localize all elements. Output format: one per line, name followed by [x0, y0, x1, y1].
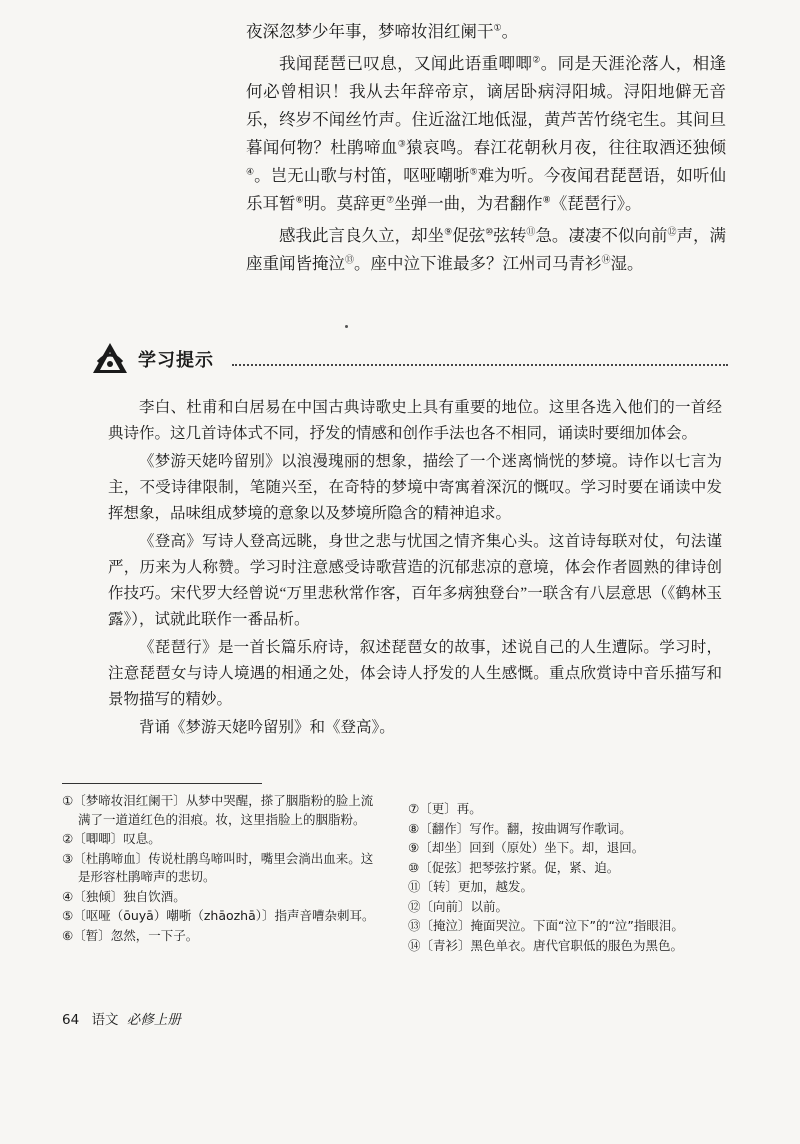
- learning-tips-icon: [90, 340, 130, 376]
- section-header: [90, 340, 730, 380]
- tips-paragraph: 《梦游天姥吟留别》以浪漫瑰丽的想象，描绘了一个迷离惝恍的梦境。诗作以七言为主，不受诗律限制，笔随兴至，在奇特的梦境中寄寓着深沉的慨叹。学习时要在诵读中发挥想象，品味组成梦境的意象以及梦境所隐含的精神追求。: [108, 453, 722, 522]
- footnote-ref[interactable]: ⑧: [542, 195, 551, 206]
- footnote: ②〔唧唧〕叹息。: [62, 831, 161, 846]
- footnote-ref[interactable]: ②: [532, 55, 541, 66]
- footnote: ⑭〔青衫〕黑色单衣。唐代官职低的服色为黑色。: [408, 937, 684, 953]
- poem-stanza-2: 我闻琵琶已叹息，又闻此语重唧唧②。同是天涯沦落人，相逢何必曾相识！我从去年辞帝京，谪居卧病浔阳城。浔阳地僻无音乐，终岁不闻丝竹声。住近湓江地低湿，黄芦苦竹绕宅生。其间旦暮闻何物？杜鹃啼血③猿哀鸣。春江花朝秋月夜，往往取酒还独倾④。岂无山歌与村笛，呕哑嘲哳⑤难为听。今夜闻君琵琶语，如听仙乐耳暂⑥明。莫辞更⑦坐弹一曲，为君翻作⑧《琵琶行》。: [246, 54, 727, 213]
- footnote: ⑧〔翻作〕写作。翻，按曲调写作歌词。: [408, 820, 632, 836]
- footnote-ref[interactable]: ⑩: [485, 227, 494, 238]
- footnote-ref[interactable]: ④: [246, 167, 255, 178]
- footnote: ⑦〔更〕再。: [408, 801, 482, 816]
- page-footer: [62, 1008, 181, 1028]
- tips-paragraph: 李白、杜甫和白居易在中国古典诗歌史上具有重要的地位。这里各选入他们的一首经典诗作。这几首诗体式不同，抒发的情感和创作手法也各不相同，诵读时要细加体会。: [108, 399, 722, 442]
- footnote: ①〔梦啼妆泪红阑干〕从梦中哭醒，搽了胭脂粉的脸上流满了一道道红色的泪痕。妆，这里指脸上的胭脂粉。: [62, 793, 374, 827]
- footnote: ⑥〔暂〕忽然，一下子。: [62, 927, 199, 943]
- page-number: 64: [62, 1012, 80, 1028]
- poem-excerpt: [246, 18, 726, 282]
- footnote-ref[interactable]: ⑫: [667, 227, 677, 238]
- scan-speck: [345, 325, 348, 328]
- footnote-ref[interactable]: ⑥: [295, 195, 304, 206]
- tips-paragraph: 背诵《梦游天姥吟留别》和《登高》。: [139, 719, 395, 736]
- footnote: ③〔杜鹃啼血〕传说杜鹃鸟啼叫时，嘴里会淌出血来。这是形容杜鹃啼声的悲切。: [62, 850, 374, 884]
- footnote-ref[interactable]: ⑨: [444, 227, 453, 238]
- section-title: 学习提示: [138, 350, 214, 371]
- poem-line-1: 夜深忽梦少年事，梦啼妆泪红阑干①。: [246, 22, 519, 41]
- poem-stanza-3: 感我此言良久立，却坐⑨促弦⑩弦转⑪急。凄凄不似向前⑫声，满座重闻皆掩泣⑬。座中泣下谁最多？江州司马青衫⑭湿。: [246, 226, 727, 273]
- footnotes-right: [408, 800, 738, 956]
- footnotes-left: [62, 792, 382, 946]
- footnote-ref[interactable]: ⑪: [526, 227, 536, 238]
- footnote: ⑫〔向前〕以前。: [408, 898, 509, 914]
- footnote-ref[interactable]: ⑬: [345, 255, 355, 266]
- footnote-ref[interactable]: ⑭: [601, 255, 611, 266]
- footnote: ⑨〔却坐〕回到（原处）坐下。却，退回。: [408, 840, 645, 855]
- book-label: 必修上册: [126, 1012, 181, 1028]
- dotted-divider: [232, 364, 728, 366]
- tips-paragraph: 《登高》写诗人登高远眺，身世之悲与忧国之情齐集心头。这首诗每联对仗，句法谨严，历来为人称赞。学习时注意感受诗歌营造的沉郁悲凉的意境，体会作者圆熟的律诗创作技巧。宋代罗大经曾说“万里悲秋常作客，百年多病独登台”一联含有八层意思（《鹤林玉露》），试就此联作一番品析。: [108, 533, 722, 628]
- footnote-ref[interactable]: ③: [397, 139, 407, 150]
- subject-label: 语文: [91, 1012, 119, 1028]
- footnote-ref[interactable]: ⑦: [386, 195, 395, 206]
- tips-paragraph: 《琵琶行》是一首长篇乐府诗，叙述琵琶女的故事，述说自己的人生遭际。学习时，注意琵琶女与诗人境遇的相通之处，体会诗人抒发的人生感慨。重点欣赏诗中音乐描写和景物描写的精妙。: [108, 639, 722, 708]
- footnote: ④〔独倾〕独自饮酒。: [62, 888, 186, 904]
- footnote-ref[interactable]: ⑤: [469, 167, 478, 178]
- study-tips: [108, 395, 722, 743]
- footnote: ⑩〔促弦〕把琴弦拧紧。促，紧、迫。: [408, 859, 620, 875]
- footnote: ⑪〔转〕更加，越发。: [408, 879, 534, 894]
- footnote: ⑬〔掩泣〕掩面哭泣。下面“泣下”的“泣”指眼泪。: [408, 918, 684, 933]
- footnote-divider: [62, 783, 262, 784]
- footnote-ref[interactable]: ①: [493, 23, 502, 34]
- footnote: ⑤〔呕哑（ōuyā）嘲哳（zhāozhā）〕指声音嘈杂刺耳。: [62, 908, 375, 923]
